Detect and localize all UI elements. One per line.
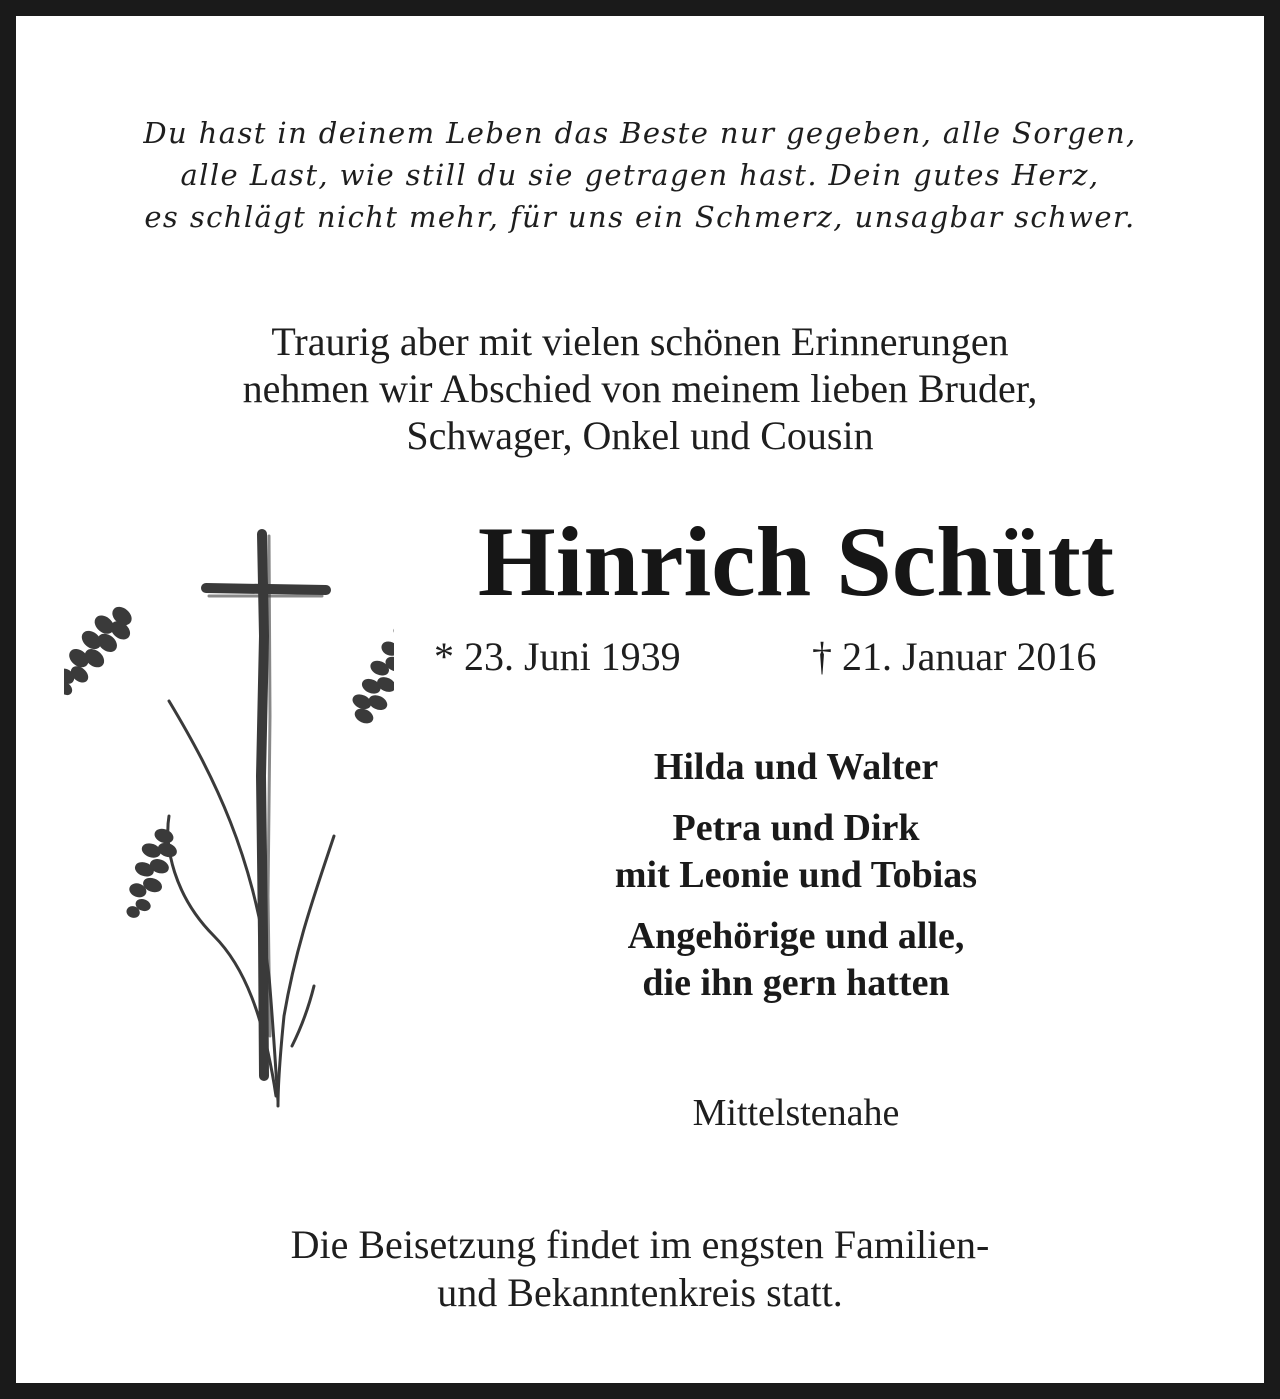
burial-line: Die Beisetzung findet im engsten Familien- [290, 1222, 990, 1267]
poem-verse [56, 112, 1224, 238]
deceased-name: Hinrich Schütt [477, 506, 1115, 617]
mourner-group [396, 913, 1196, 1007]
intro-line: Traurig aber mit vielen schönen Erinnerungen [271, 319, 1009, 364]
burial-notice [56, 1221, 1224, 1317]
farewell-intro [56, 318, 1224, 459]
death-date: † 21. Januar 2016 [812, 634, 1097, 679]
mourner-group [396, 805, 1196, 899]
mourner-group [396, 744, 1196, 791]
birth-date: * 23. Juni 1939 [434, 634, 681, 679]
mourner-line: Hilda und Walter [653, 746, 939, 788]
intro-line: Schwager, Onkel und Cousin [406, 413, 874, 458]
mourner-line: die ihn gern hatten [642, 962, 950, 1004]
mourner-line: Angehörige und alle, [627, 915, 965, 957]
poem-line: Du hast in deinem Leben das Beste nur gegeben, alle Sorgen, [143, 116, 1137, 150]
intro-line: nehmen wir Abschied von meinem lieben Bruder, [242, 366, 1038, 411]
mourner-line: mit Leonie und Tobias [614, 854, 978, 896]
poem-line: es schlägt nicht mehr, für uns ein Schmerz, unsagbar schwer. [144, 200, 1136, 234]
cross-with-wheat-icon [64, 516, 394, 1116]
mourners-list [396, 744, 1196, 1021]
burial-line: und Bekanntenkreis statt. [437, 1270, 843, 1315]
poem-line: alle Last, wie still du sie getragen hast. Dein gutes Herz, [180, 158, 1100, 192]
place-name: Mittelstenahe [692, 1092, 900, 1134]
mourner-line: Petra und Dirk [672, 807, 920, 849]
